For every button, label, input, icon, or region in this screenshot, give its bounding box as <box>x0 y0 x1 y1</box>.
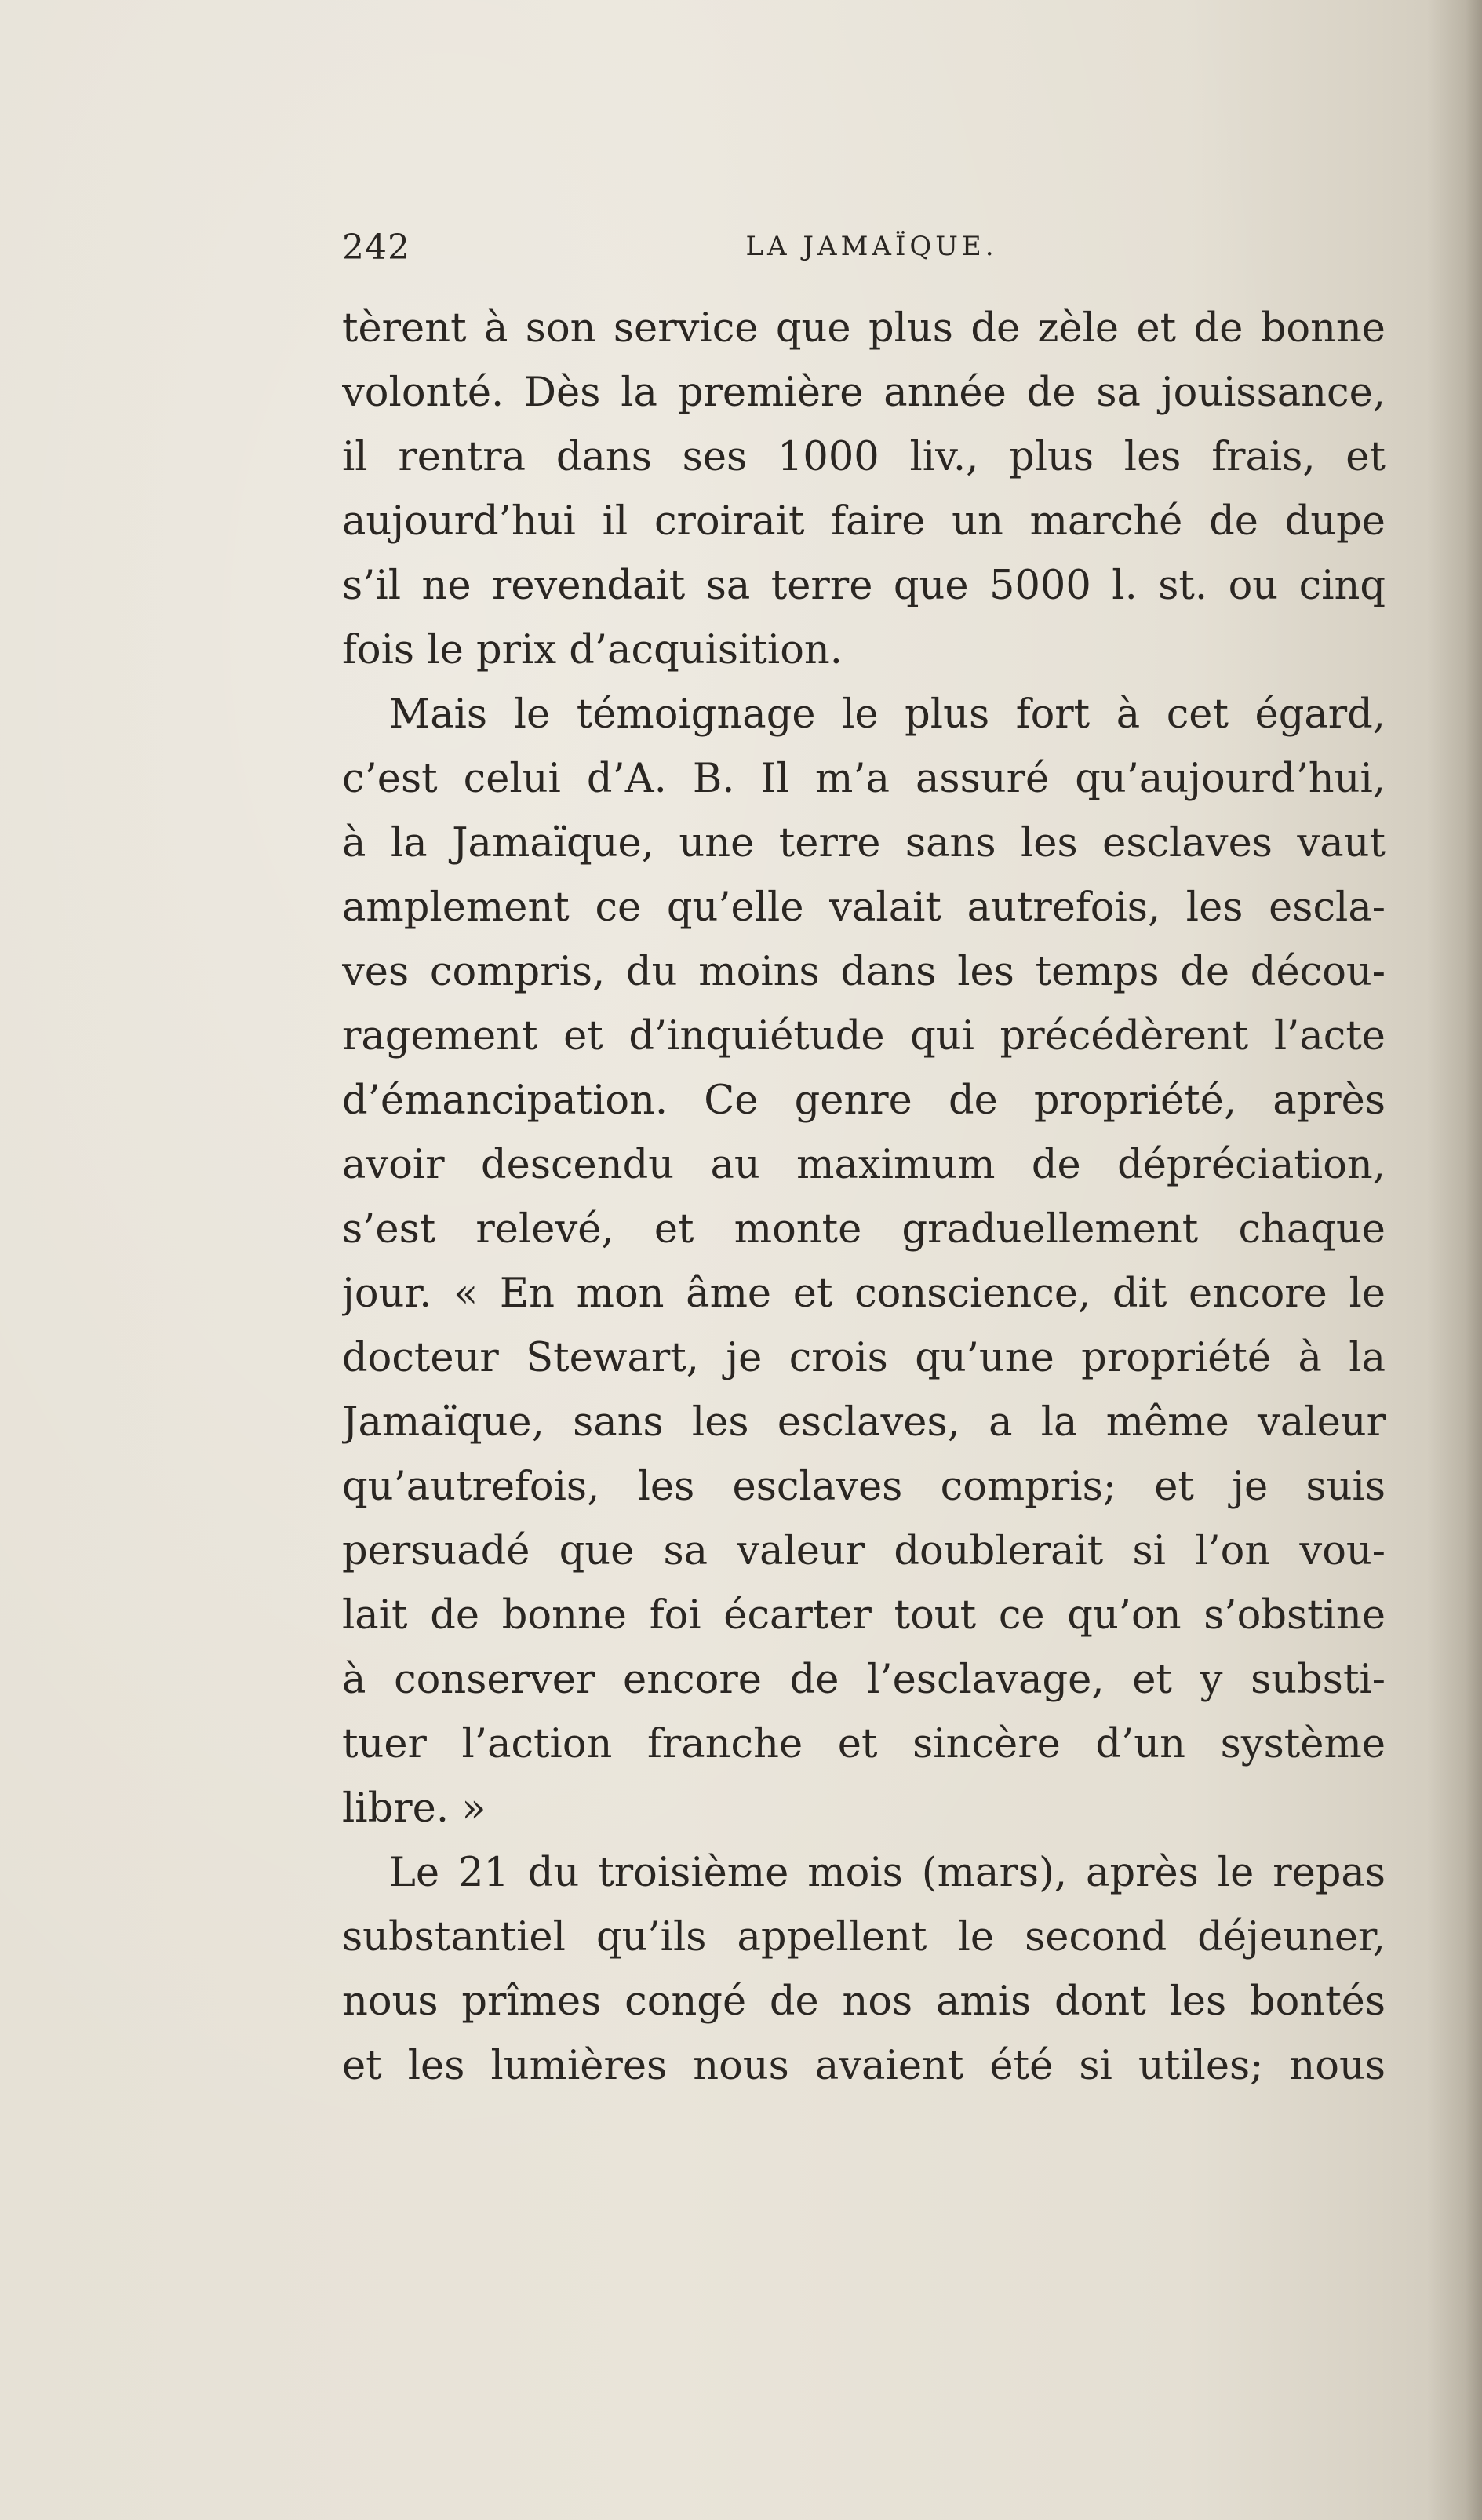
text-line-3: il rentra dans ses 1000 liv., plus les frais, et <box>342 434 1386 480</box>
text-line-20: persuadé que sa valeur doublerait si l’on vou- <box>342 1528 1386 1574</box>
text-line-28: et les lumières nous avaient été si utiles; nous <box>342 2043 1386 2089</box>
text-line-24: libre. » <box>342 1785 486 1832</box>
text-line-26: substantiel qu’ils appellent le second déjeuner, <box>342 1914 1386 1960</box>
text-line-12: ragement et d’inquiétude qui précédèrent l’acte <box>342 1013 1386 1059</box>
text-line-13: d’émancipation. Ce genre de propriété, après <box>342 1078 1386 1124</box>
text-line-21: lait de bonne foi écarter tout ce qu’on s’obstine <box>342 1592 1386 1639</box>
text-block <box>342 228 1386 2099</box>
text-line-17: docteur Stewart, je crois qu’une propriété à la <box>342 1335 1386 1381</box>
text-line-10: amplement ce qu’elle valait autrefois, les escla- <box>342 884 1386 931</box>
running-head-title: LA JAMAÏQUE. <box>745 231 998 262</box>
text-line-7: Mais le témoignage le plus fort à cet égard, <box>389 691 1386 738</box>
text-line-27: nous prîmes congé de nos amis dont les bontés <box>342 1978 1386 2025</box>
text-line-5: s’il ne revendait sa terre que 5000 l. st. ou cinq <box>342 563 1386 609</box>
text-line-16: jour. « En mon âme et conscience, dit encore le <box>342 1271 1386 1317</box>
text-line-8: c’est celui d’A. B. Il m’a assuré qu’aujourd’hui, <box>342 756 1386 802</box>
text-line-11: ves compris, du moins dans les temps de décou- <box>342 949 1386 995</box>
text-line-2: volonté. Dès la première année de sa jouissance, <box>342 370 1386 416</box>
text-line-4: aujourd’hui il croirait faire un marché de dupe <box>342 498 1386 545</box>
text-line-19: qu’autrefois, les esclaves compris; et je suis <box>342 1464 1386 1510</box>
running-head <box>342 228 1386 275</box>
text-line-6: fois le prix d’acquisition. <box>342 627 843 673</box>
text-line-18: Jamaïque, sans les esclaves, a la même valeur <box>342 1399 1386 1446</box>
page-number: 242 <box>342 228 410 268</box>
text-line-9: à la Jamaïque, une terre sans les esclaves vaut <box>342 820 1386 866</box>
text-line-1: tèrent à son service que plus de zèle et de bonne <box>342 305 1386 352</box>
text-line-15: s’est relevé, et monte graduellement chaque <box>342 1206 1386 1253</box>
spine-shadow <box>1427 0 1482 2520</box>
text-line-23: tuer l’action franche et sincère d’un système <box>342 1721 1386 1767</box>
body-text <box>342 297 1386 2099</box>
text-line-14: avoir descendu au maximum de dépréciation, <box>342 1142 1386 1188</box>
text-line-22: à conserver encore de l’esclavage, et y substi- <box>342 1657 1386 1703</box>
text-line-25: Le 21 du troisième mois (mars), après le repas <box>389 1850 1386 1896</box>
